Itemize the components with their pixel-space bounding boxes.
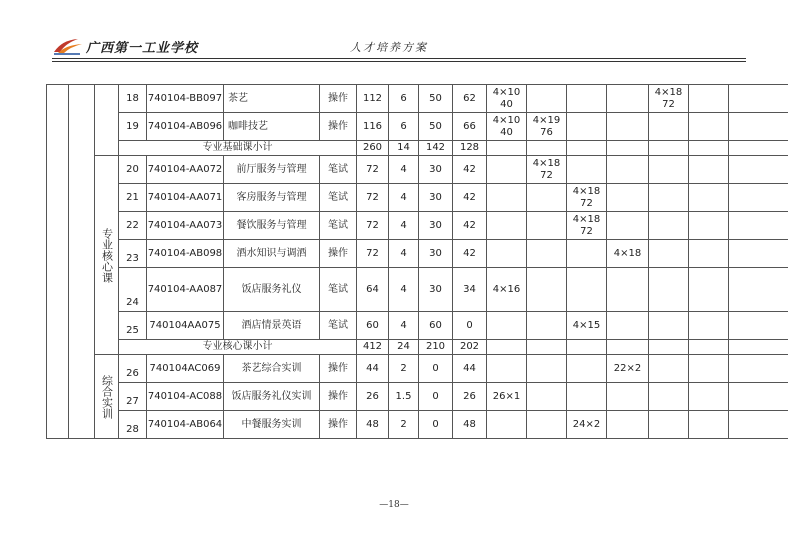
semester-cell: 22×2 [607, 355, 649, 383]
course-number: 20 [119, 156, 147, 184]
total-hours: 72 [662, 98, 675, 110]
semester-cell [487, 212, 527, 240]
semester-cell [729, 312, 788, 340]
course-number: 19 [119, 113, 147, 141]
semester-cell: 4×18 [607, 240, 649, 268]
course-name: 酒水知识与调酒 [224, 240, 320, 268]
header-rule-thin [52, 61, 746, 62]
credits: 1.5 [389, 383, 419, 411]
table-row [47, 355, 788, 383]
table-row [47, 156, 788, 184]
semester-cell [729, 411, 788, 439]
semester-cell [689, 212, 729, 240]
table-row [47, 212, 788, 240]
course-number: 28 [119, 411, 147, 439]
theory-hours: 30 [419, 240, 453, 268]
table-body [47, 85, 788, 439]
empty-cell [607, 141, 649, 156]
total-hours: 48 [357, 411, 389, 439]
course-name: 中餐服务实训 [224, 411, 320, 439]
total-hours: 60 [357, 312, 389, 340]
course-number: 22 [119, 212, 147, 240]
table-row [47, 240, 788, 268]
semester-cell [487, 156, 527, 184]
table-row [47, 411, 788, 439]
theory-hours: 60 [419, 312, 453, 340]
practice-hours: 42 [453, 212, 487, 240]
semester-cell [649, 383, 689, 411]
semester-cell [729, 85, 788, 113]
semester-cell [527, 411, 567, 439]
practice-hours: 66 [453, 113, 487, 141]
header-rule [52, 58, 746, 59]
empty-cell [47, 85, 69, 439]
total-hours: 76 [540, 126, 553, 138]
semester-cell [689, 85, 729, 113]
semester-cell [527, 212, 567, 240]
semester-cell [607, 383, 649, 411]
exam-type: 操作 [320, 113, 357, 141]
theory-hours: 50 [419, 85, 453, 113]
semester-cell [729, 184, 788, 212]
empty-cell [649, 141, 689, 156]
semester-cell [689, 355, 729, 383]
theory-hours: 50 [419, 113, 453, 141]
course-code: 740104-AA072 [147, 156, 224, 184]
course-code: 740104-AC088 [147, 383, 224, 411]
course-number: 26 [119, 355, 147, 383]
subtotal-label: 专业核心课小计 [119, 340, 357, 355]
semester-cell [567, 113, 607, 141]
semester-cell [689, 411, 729, 439]
semester-cell [607, 85, 649, 113]
semester-cell [649, 212, 689, 240]
weekly-hours: 4×10 [492, 114, 521, 126]
course-code: 740104-BB097 [147, 85, 224, 113]
theory-hours: 30 [419, 212, 453, 240]
semester-cell: 4×15 [567, 312, 607, 340]
semester-cell: 24×2 [567, 411, 607, 439]
exam-type: 操作 [320, 85, 357, 113]
empty-cell [69, 85, 95, 439]
semester-cell [689, 113, 729, 141]
semester-cell [649, 156, 689, 184]
semester-cell [607, 113, 649, 141]
credits: 2 [389, 355, 419, 383]
course-number: 27 [119, 383, 147, 411]
course-number: 23 [119, 240, 147, 268]
credits: 6 [389, 113, 419, 141]
total-hours: 40 [500, 98, 513, 110]
subtotal-hours: 260 [357, 141, 389, 156]
empty-cell [95, 85, 119, 156]
total-hours: 72 [357, 156, 389, 184]
semester-cell [607, 212, 649, 240]
semester-cell [649, 411, 689, 439]
empty-cell [689, 141, 729, 156]
empty-cell [567, 340, 607, 355]
semester-cell: 4×16 [487, 268, 527, 312]
credits: 4 [389, 184, 419, 212]
curriculum-table [46, 84, 788, 439]
subtotal-credits: 14 [389, 141, 419, 156]
practice-hours: 42 [453, 156, 487, 184]
course-name: 饭店服务礼仪实训 [224, 383, 320, 411]
course-code: 740104-AB098 [147, 240, 224, 268]
course-number: 25 [119, 312, 147, 340]
total-hours: 72 [357, 212, 389, 240]
subtotal-credits: 24 [389, 340, 419, 355]
credits: 4 [389, 156, 419, 184]
table-row [47, 184, 788, 212]
empty-cell [527, 340, 567, 355]
practice-hours: 34 [453, 268, 487, 312]
semester-cell [689, 268, 729, 312]
course-code: 740104AC069 [147, 355, 224, 383]
course-code: 740104-AA087 [147, 268, 224, 312]
total-hours: 26 [357, 383, 389, 411]
table-row [47, 268, 788, 312]
total-hours: 116 [357, 113, 389, 141]
empty-cell [729, 340, 788, 355]
semester-cell [567, 268, 607, 312]
semester-cell [607, 184, 649, 212]
semester-cell [527, 113, 567, 141]
weekly-hours: 4×18 [572, 213, 601, 225]
semester-cell [527, 156, 567, 184]
school-name: 广西第一工业学校 [86, 41, 199, 56]
theory-hours: 0 [419, 383, 453, 411]
weekly-hours: 4×19 [532, 114, 561, 126]
course-code: 740104-AA071 [147, 184, 224, 212]
semester-cell [689, 184, 729, 212]
total-hours: 44 [357, 355, 389, 383]
semester-cell [729, 156, 788, 184]
course-name: 客房服务与管理 [224, 184, 320, 212]
semester-cell [567, 156, 607, 184]
credits: 2 [389, 411, 419, 439]
semester-cell [607, 411, 649, 439]
table-row [47, 383, 788, 411]
table-row [47, 312, 788, 340]
theory-hours: 30 [419, 184, 453, 212]
exam-type: 笔试 [320, 268, 357, 312]
semester-cell [729, 240, 788, 268]
weekly-hours: 4×18 [654, 86, 683, 98]
semester-cell [527, 85, 567, 113]
credits: 4 [389, 268, 419, 312]
semester-cell [729, 383, 788, 411]
empty-cell [567, 141, 607, 156]
course-name: 饭店服务礼仪 [224, 268, 320, 312]
semester-cell [487, 184, 527, 212]
semester-cell [567, 184, 607, 212]
theory-hours: 0 [419, 355, 453, 383]
theory-hours: 30 [419, 156, 453, 184]
semester-cell [487, 411, 527, 439]
semester-cell [487, 355, 527, 383]
course-name: 茶艺综合实训 [224, 355, 320, 383]
semester-cell [649, 312, 689, 340]
semester-cell [567, 240, 607, 268]
total-hours: 40 [500, 126, 513, 138]
empty-cell [527, 141, 567, 156]
empty-cell [487, 340, 527, 355]
subtotal-row [47, 340, 788, 355]
semester-cell [527, 268, 567, 312]
semester-cell [729, 113, 788, 141]
practice-hours: 42 [453, 240, 487, 268]
course-code: 740104AA075 [147, 312, 224, 340]
semester-cell [527, 312, 567, 340]
course-code: 740104-AA073 [147, 212, 224, 240]
theory-hours: 30 [419, 268, 453, 312]
empty-cell [607, 340, 649, 355]
semester-cell [649, 85, 689, 113]
semester-cell [649, 113, 689, 141]
subtotal-row [47, 141, 788, 156]
semester-cell [729, 355, 788, 383]
semester-cell: 26×1 [487, 383, 527, 411]
practice-hours: 26 [453, 383, 487, 411]
semester-cell [567, 383, 607, 411]
total-hours: 64 [357, 268, 389, 312]
practice-hours: 42 [453, 184, 487, 212]
practice-hours: 44 [453, 355, 487, 383]
exam-type: 操作 [320, 383, 357, 411]
semester-cell [527, 240, 567, 268]
page-number: —18— [379, 500, 409, 510]
practice-hours: 62 [453, 85, 487, 113]
course-code: 740104-AB064 [147, 411, 224, 439]
exam-type: 操作 [320, 411, 357, 439]
semester-cell [487, 113, 527, 141]
semester-cell [649, 184, 689, 212]
course-code: 740104-AB096 [147, 113, 224, 141]
total-hours: 72 [357, 184, 389, 212]
semester-cell [567, 212, 607, 240]
semester-cell [607, 312, 649, 340]
semester-cell [607, 156, 649, 184]
exam-type: 笔试 [320, 184, 357, 212]
subtotal-label: 专业基础课小计 [119, 141, 357, 156]
practice-course-group [95, 355, 119, 439]
course-number: 21 [119, 184, 147, 212]
semester-cell [689, 156, 729, 184]
exam-type: 操作 [320, 240, 357, 268]
course-name: 咖啡技艺 [224, 113, 320, 141]
empty-cell [487, 141, 527, 156]
exam-type: 笔试 [320, 212, 357, 240]
empty-cell [729, 141, 788, 156]
exam-type: 笔试 [320, 156, 357, 184]
course-name: 前厅服务与管理 [224, 156, 320, 184]
course-name: 酒店情景英语 [224, 312, 320, 340]
exam-type: 操作 [320, 355, 357, 383]
semester-cell [689, 312, 729, 340]
total-hours: 72 [357, 240, 389, 268]
subtotal-theory: 210 [419, 340, 453, 355]
total-hours: 72 [580, 197, 593, 209]
weekly-hours: 4×18 [572, 185, 601, 197]
practice-hours: 48 [453, 411, 487, 439]
weekly-hours: 4×18 [532, 157, 561, 169]
course-name: 餐饮服务与管理 [224, 212, 320, 240]
semester-cell [527, 355, 567, 383]
semester-cell [487, 85, 527, 113]
total-hours: 72 [580, 225, 593, 237]
course-number: 24 [119, 268, 147, 312]
semester-cell [649, 355, 689, 383]
core-course-group-label: 专业核心课 [100, 227, 114, 283]
school-logo-icon [52, 36, 86, 56]
semester-cell [527, 383, 567, 411]
semester-cell [689, 383, 729, 411]
semester-cell [729, 212, 788, 240]
credits: 4 [389, 240, 419, 268]
page-header [52, 36, 746, 58]
practice-course-group-label: 综合实训 [100, 374, 114, 419]
semester-cell [729, 268, 788, 312]
document-title: 人才培养方案 [350, 41, 428, 54]
semester-cell [487, 312, 527, 340]
total-hours: 72 [540, 169, 553, 181]
semester-cell [527, 184, 567, 212]
empty-cell [649, 340, 689, 355]
semester-cell [607, 268, 649, 312]
table-row [47, 113, 788, 141]
credits: 4 [389, 212, 419, 240]
semester-cell [567, 355, 607, 383]
semester-cell [487, 240, 527, 268]
exam-type: 笔试 [320, 312, 357, 340]
course-name: 茶艺 [224, 85, 320, 113]
table-row [47, 85, 788, 113]
credits: 6 [389, 85, 419, 113]
semester-cell [649, 268, 689, 312]
weekly-hours: 4×10 [492, 86, 521, 98]
semester-cell [649, 240, 689, 268]
subtotal-practice: 128 [453, 141, 487, 156]
subtotal-hours: 412 [357, 340, 389, 355]
practice-hours: 0 [453, 312, 487, 340]
theory-hours: 0 [419, 411, 453, 439]
credits: 4 [389, 312, 419, 340]
course-number: 18 [119, 85, 147, 113]
subtotal-theory: 142 [419, 141, 453, 156]
semester-cell [689, 240, 729, 268]
subtotal-practice: 202 [453, 340, 487, 355]
total-hours: 112 [357, 85, 389, 113]
empty-cell [689, 340, 729, 355]
semester-cell [567, 85, 607, 113]
core-course-group [95, 156, 119, 355]
